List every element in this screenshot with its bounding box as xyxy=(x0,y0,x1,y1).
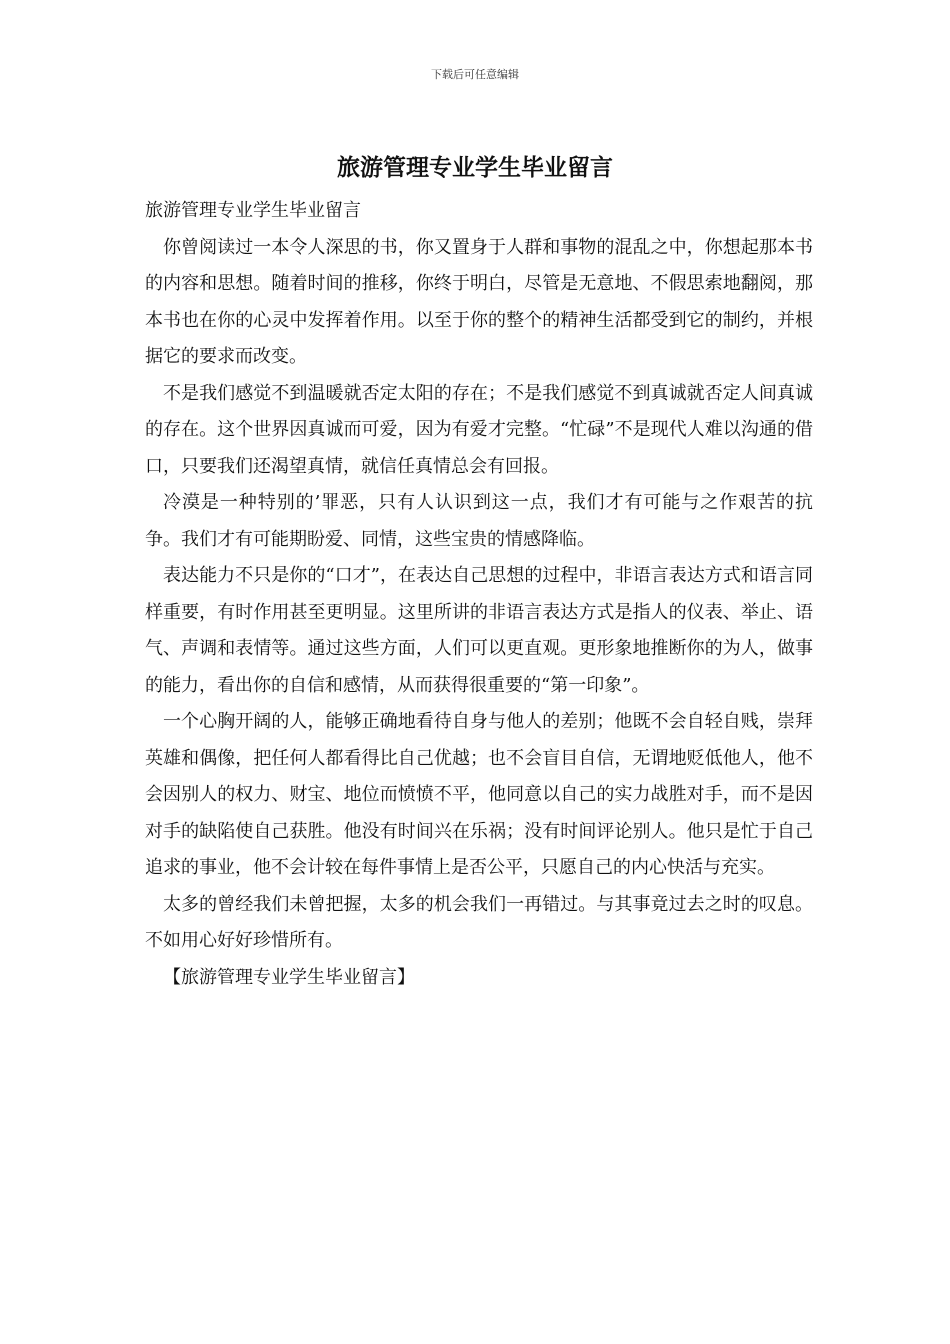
paragraph: 一个心胸开阔的人，能够正确地看待自身与他人的差别；他既不会自轻自贱，崇拜英雄和偶像，把任何人都看得比自己优越；也不会盲目自信，无谓地贬低他人，他不会因别人的权力、财宝、地位而愤愤不平，他同意以自己的实力战胜对手，而不是因对手的缺陷使自己获胜。他没有时间兴在乐祸；没有时间评论别人。他只是忙于自己追求的事业，他不会计较在每件事情上是否公平，只愿自己的内心快活与充实。 xyxy=(145,711,813,878)
paragraph: 不是我们感觉不到温暖就否定太阳的存在；不是我们感觉不到真诚就否定人间真诚的存在。这个世界因真诚而可爱，因为有爱才完整。“忙碌”不是现代人难以沟通的借口，只要我们还渴望真情，就信任真情总会有回报。 xyxy=(145,382,813,477)
paragraph: 冷漠是一种特别的’罪恶，只有人认识到这一点，我们才有可能与之作艰苦的抗争。我们才有可能期盼爱、同情，这些宝贵的情感降临。 xyxy=(145,492,813,550)
paragraph: 你曾阅读过一本令人深思的书，你又置身于人群和事物的混乱之中，你想起那本书的内容和思想。随着时间的推移，你终于明白，尽管是无意地、不假思索地翻阅，那本书也在你的心灵中发挥着作用。以至于你的整个的精神生活都受到它的制约，并根据它的要求而改变。 xyxy=(145,236,813,367)
document-body xyxy=(145,193,813,996)
paragraph: 太多的曾经我们未曾把握，太多的机会我们一再错过。与其事竟过去之时的叹息。不如用心好好珍惜所有。 xyxy=(145,893,813,951)
paragraph: 表达能力不只是你的“口才”，在表达自己思想的过程中，非语言表达方式和语言同样重要，有时作用甚至更明显。这里所讲的非语言表达方式是指人的仪表、举止、语气、声调和表情等。通过这些方面，人们可以更直观。更形象地推断你的为人，做事的能力，看出你的自信和感情，从而获得很重要的“第一印象”。 xyxy=(145,565,813,696)
document-subtitle: 旅游管理专业学生毕业留言 xyxy=(145,200,361,221)
header-note: 下载后可任意编辑 xyxy=(431,68,519,81)
closing-title: 【旅游管理专业学生毕业留言】 xyxy=(163,966,415,988)
document-title: 旅游管理专业学生毕业留言 xyxy=(337,154,613,181)
